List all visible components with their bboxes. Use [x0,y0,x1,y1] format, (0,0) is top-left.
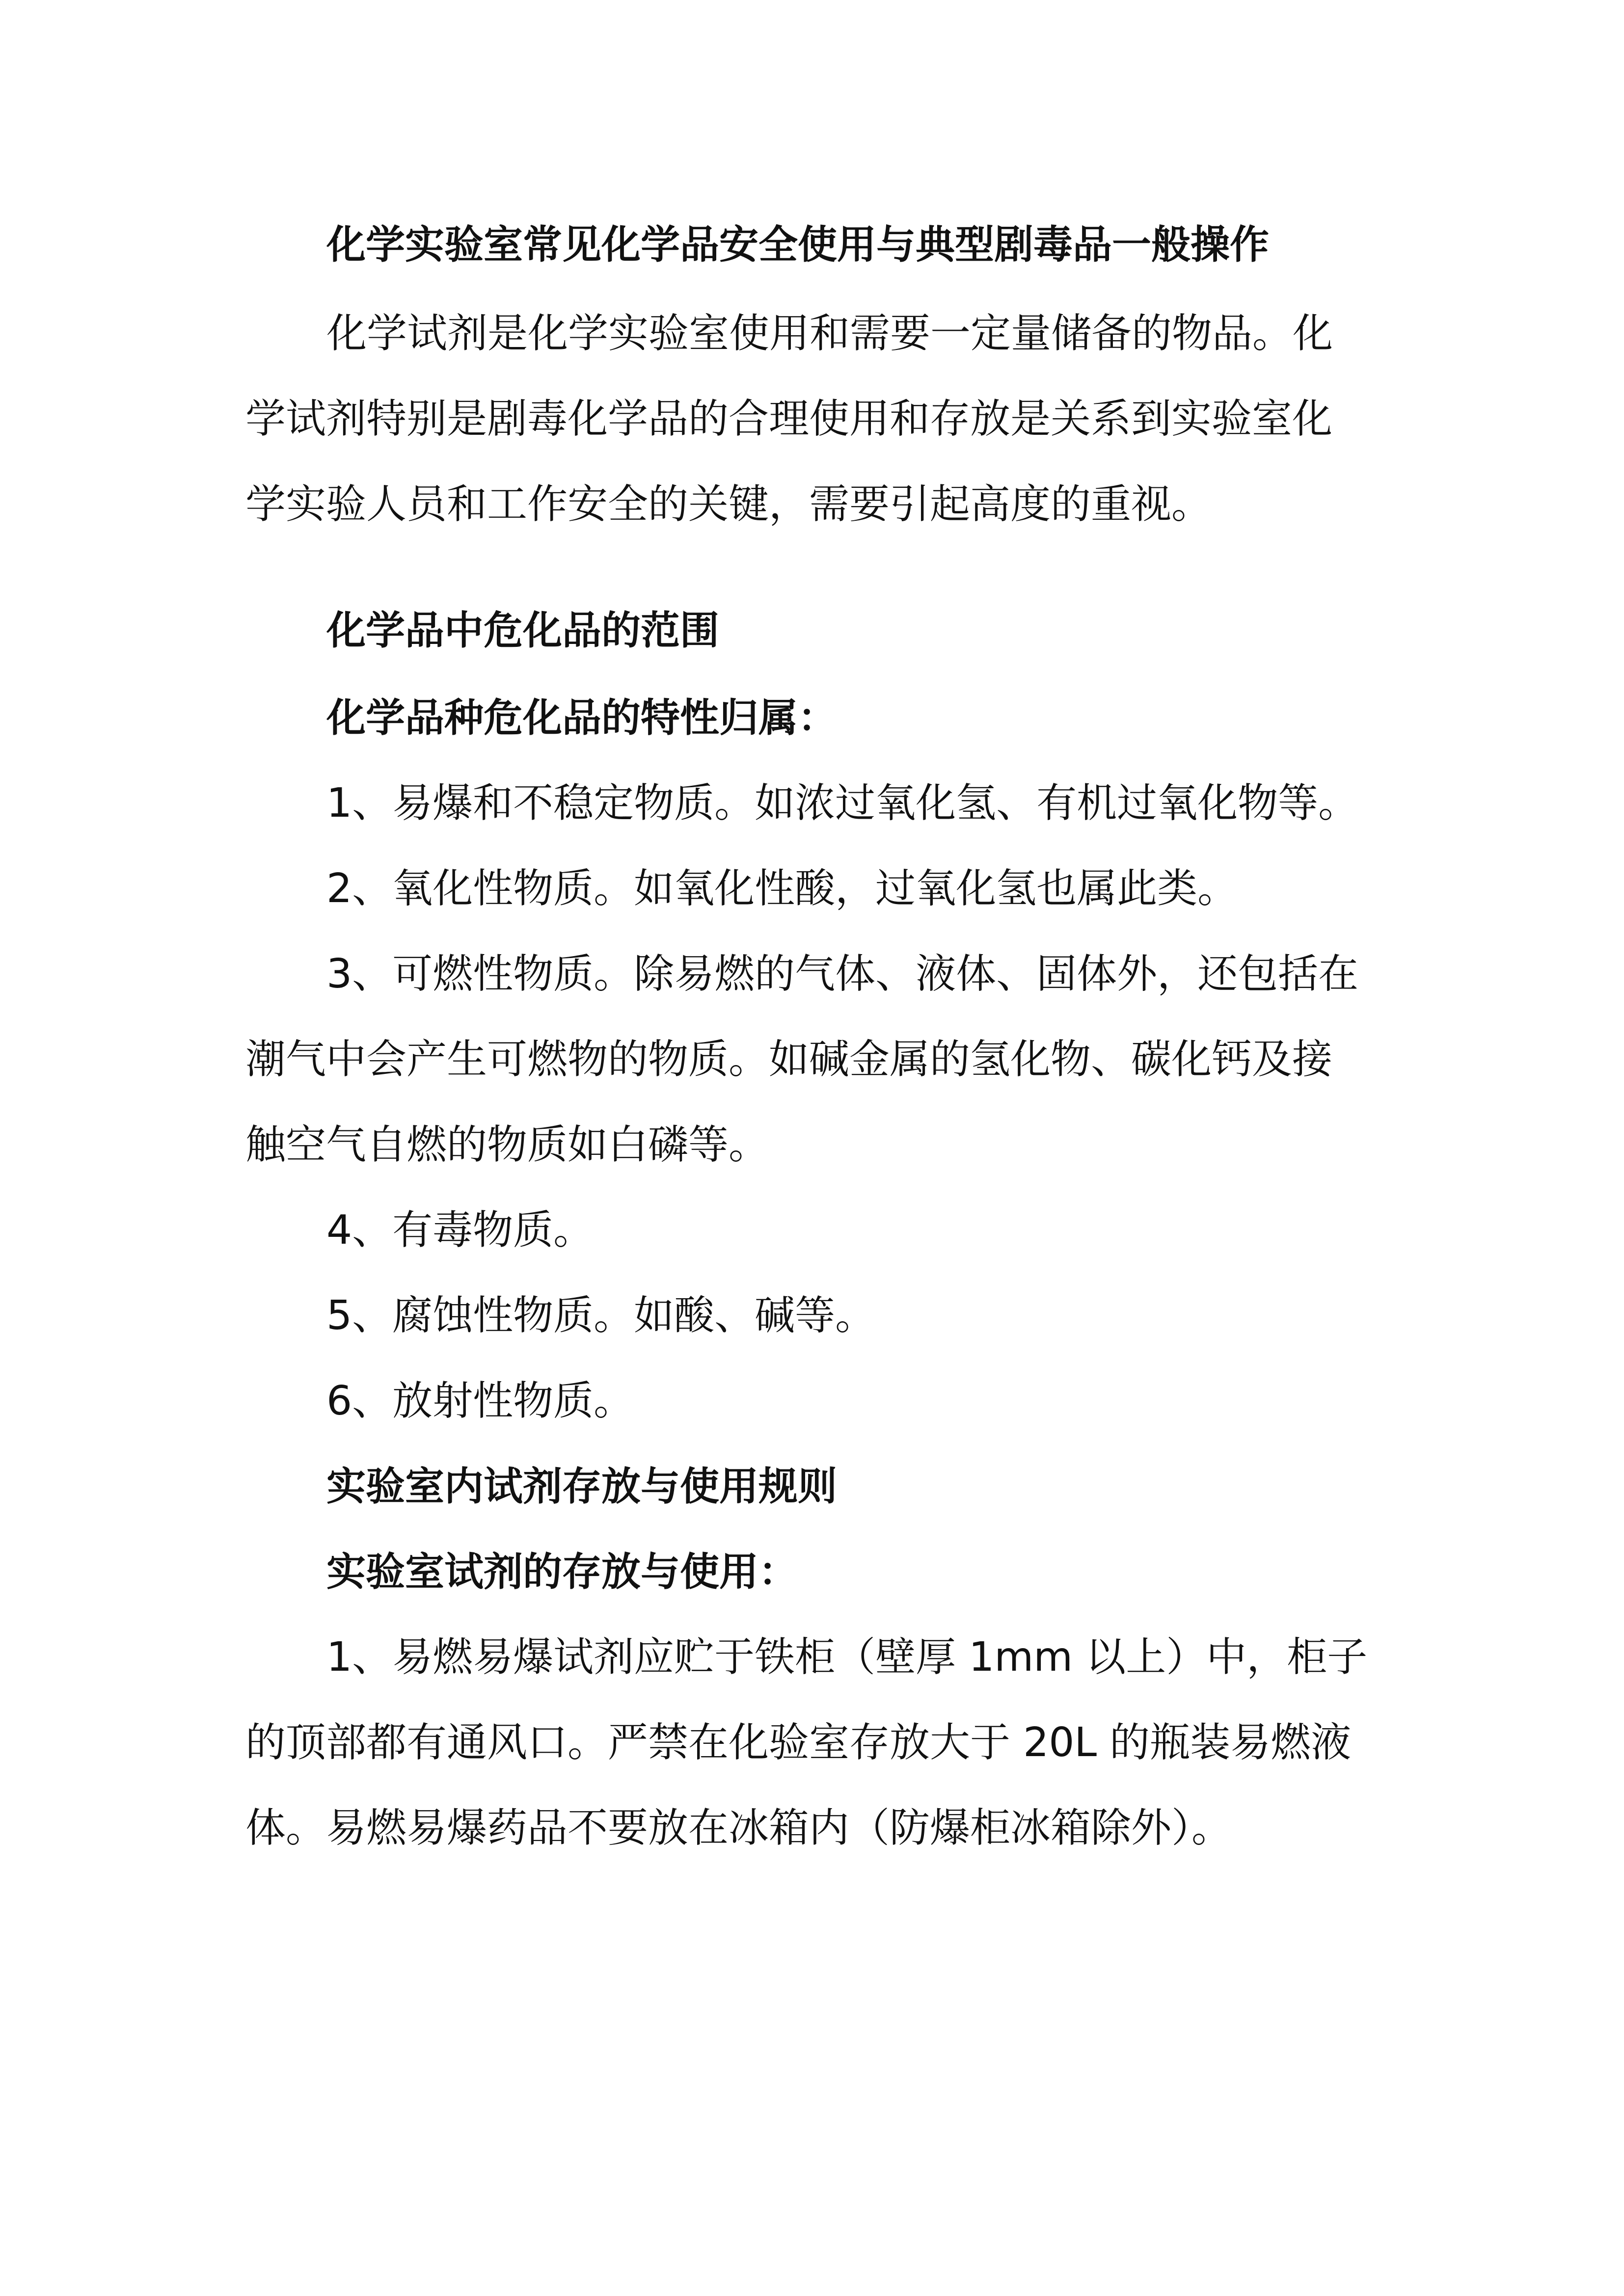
intro-line-1: 化学试剂是化学实验室使用和需要一定量储备的物品。化 [326,310,1333,357]
section-subheading-storage-use: 实验室试剂的存放与使用： [326,1549,798,1595]
storage-item-1-line-1: 1、易燃易爆试剂应贮于铁柜（壁厚 1mm 以上）中，柜子 [326,1634,1368,1681]
list-item: 4、有毒物质。 [326,1207,594,1254]
list-item: 2、氧化性物质。如氧化性酸，过氧化氢也属此类。 [326,865,1238,912]
section-subheading-hazard-properties: 化学品种危化品的特性归属： [326,695,837,741]
list-item-3-line-2: 潮气中会产生可燃物的物质。如碱金属的氢化物、碳化钙及接 [245,1036,1333,1083]
list-item: 5、腐蚀性物质。如酸、碱等。 [326,1292,876,1339]
list-item: 1、易爆和不稳定物质。如浓过氧化氢、有机过氧化物等。 [326,780,1359,827]
intro-line-2: 学试剂特别是剧毒化学品的合理使用和存放是关系到实验室化 [245,396,1333,442]
section-heading-hazard-scope: 化学品中危化品的范围 [326,608,719,653]
storage-item-1-line-2: 的顶部都有通风口。严禁在化验室存放大于 20L 的瓶装易燃液 [245,1719,1352,1766]
list-item-3-line-1: 3、可燃性物质。除易燃的气体、液体、固体外，还包括在 [326,951,1359,997]
list-item-3-line-3: 触空气自燃的物质如白磷等。 [245,1121,769,1168]
document-title: 化学实验室常见化学品安全使用与典型剧毒品一般操作 [326,222,1269,267]
storage-item-1-line-3: 体。易燃易爆药品不要放在冰箱内（防爆柜冰箱除外）。 [245,1805,1232,1851]
list-item: 6、放射性物质。 [326,1378,634,1424]
section-heading-storage-rules: 实验室内试剂存放与使用规则 [326,1464,837,1509]
intro-line-3: 学实验人员和工作安全的关键，需要引起高度的重视。 [245,481,1212,528]
